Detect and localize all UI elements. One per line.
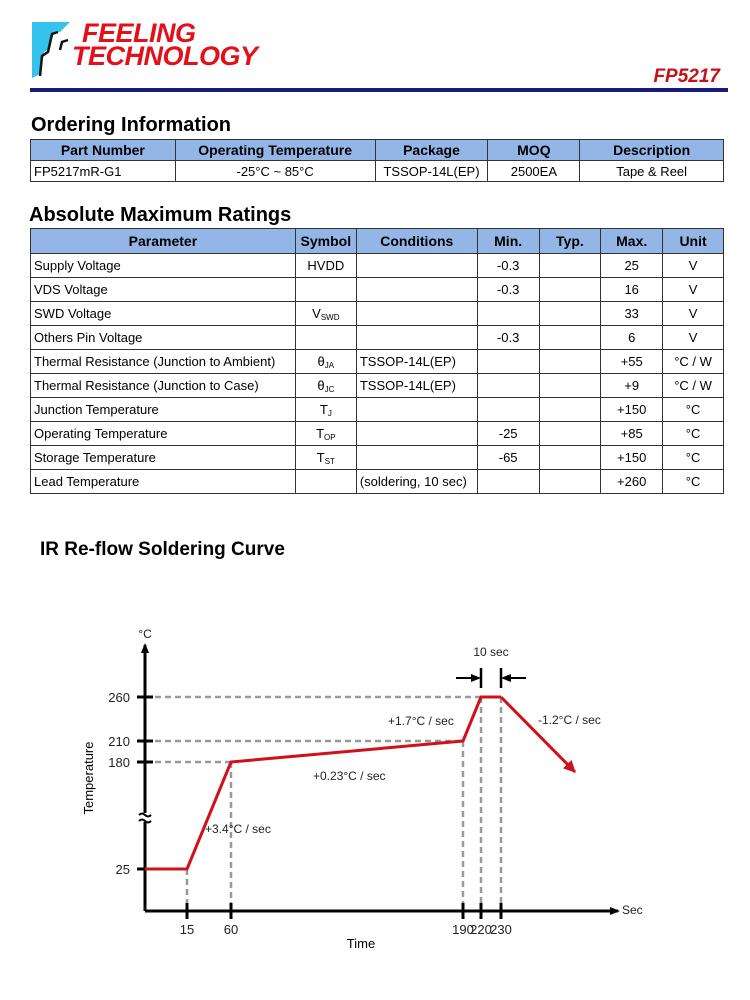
symbol-main: V [312,305,321,321]
unit-cell: °C / W [663,374,724,398]
x-tick-label: 190 [452,922,474,937]
col-unit: Unit [663,229,724,254]
conditions-cell [356,422,477,446]
parameter-cell: Thermal Resistance (Junction to Ambient) [31,350,296,374]
table-row [31,374,724,398]
col-max: Max. [601,229,663,254]
header-rule [30,88,728,92]
symbol-subscript: JC [324,384,335,394]
x-tick-label: 220 [470,922,492,937]
max-cell: +260 [601,470,663,494]
unit-cell: V [663,302,724,326]
table-row [31,422,724,446]
col-typ: Typ. [539,229,601,254]
description-cell: Tape & Reel [580,161,724,182]
moq-cell: 2500EA [488,161,580,182]
typ-cell [539,470,601,494]
typ-cell [539,254,601,278]
unit-cell: °C [663,446,724,470]
min-cell: -0.3 [477,326,539,350]
parameter-cell: SWD Voltage [31,302,296,326]
symbol-main: T [316,449,325,465]
min-cell [477,398,539,422]
min-cell: -25 [477,422,539,446]
ordering-title: Ordering Information [31,114,231,136]
max-cell: 6 [601,326,663,350]
x-tick-label: 60 [223,922,239,937]
operating-temp-cell: -25°C ~ 85°C [175,161,375,182]
annotation-label: +3.4°C / sec [205,822,271,836]
reflow-title: IR Re-flow Soldering Curve [40,539,285,560]
max-cell: +85 [601,422,663,446]
conditions-cell: TSSOP-14L(EP) [356,350,477,374]
symbol-cell [295,398,356,422]
col-package: Package [375,140,488,161]
min-cell: -0.3 [477,254,539,278]
max-cell: 25 [601,254,663,278]
symbol-subscript: JA [324,360,335,370]
unit-cell: °C [663,470,724,494]
parameter-cell: Junction Temperature [31,398,296,422]
col-parameter: Parameter [31,229,296,254]
logo-mark-icon [30,18,74,80]
conditions-cell [356,302,477,326]
symbol-main: T [316,425,325,441]
max-cell: +9 [601,374,663,398]
parameter-cell: Operating Temperature [31,422,296,446]
symbol-subscript: J [327,408,332,418]
ordering-table [30,139,724,182]
conditions-cell [356,326,477,350]
parameter-cell: Storage Temperature [31,446,296,470]
col-operating-temperature: Operating Temperature [175,140,375,161]
y-tick-label: 210 [108,734,130,749]
part-number-cell: FP5217mR-G1 [31,161,176,182]
max-cell: 33 [601,302,663,326]
col-moq: MOQ [488,140,580,161]
col-part-number: Part Number [31,140,176,161]
conditions-cell [356,278,477,302]
table-row [31,161,724,182]
table-row [31,470,724,494]
typ-cell [539,278,601,302]
symbol-subscript: OP [324,432,336,442]
table-row [31,446,724,470]
symbol-cell [295,422,356,446]
typ-cell [539,422,601,446]
conditions-cell: TSSOP-14L(EP) [356,374,477,398]
min-cell [477,374,539,398]
unit-cell: V [663,254,724,278]
annotation-label: -1.2°C / sec [538,713,601,727]
symbol-cell [295,278,356,302]
ordering-header-row [31,140,724,161]
typ-cell [539,302,601,326]
feeling-technology-logo [30,18,270,82]
y-axis-title: Temperature [81,741,96,815]
parameter-cell: VDS Voltage [31,278,296,302]
min-cell [477,350,539,374]
table-row [31,278,724,302]
min-cell: -65 [477,446,539,470]
x-axis-title: Time [346,936,376,951]
min-cell: -0.3 [477,278,539,302]
annotation-label: 10 sec [473,645,509,659]
ratings-title: Absolute Maximum Ratings [29,204,292,226]
conditions-cell [356,254,477,278]
symbol-cell [295,446,356,470]
symbol-main: θ [317,353,325,369]
symbol-subscript: ST [324,456,335,466]
symbol-cell [295,374,356,398]
parameter-cell: Supply Voltage [31,254,296,278]
max-cell: +150 [601,398,663,422]
symbol-cell [295,350,356,374]
symbol-cell [295,302,356,326]
unit-cell: V [663,278,724,302]
typ-cell [539,374,601,398]
y-unit-label: °C [138,627,152,641]
typ-cell [539,398,601,422]
min-cell [477,470,539,494]
parameter-cell: Others Pin Voltage [31,326,296,350]
unit-cell: V [663,326,724,350]
x-tick-label: 15 [179,922,195,937]
unit-cell: °C [663,422,724,446]
symbol-cell [295,470,356,494]
y-tick-label: 260 [108,690,130,705]
typ-cell [539,350,601,374]
min-cell [477,302,539,326]
max-cell: +150 [601,446,663,470]
table-row [31,350,724,374]
parameter-cell: Thermal Resistance (Junction to Case) [31,374,296,398]
logo-line-1: FEELING [82,18,196,48]
unit-cell: °C [663,398,724,422]
annotation-label: +1.7°C / sec [388,714,454,728]
symbol-subscript: SWD [320,312,340,322]
max-cell: 16 [601,278,663,302]
symbol-cell [295,254,356,278]
col-symbol: Symbol [295,229,356,254]
col-conditions: Conditions [356,229,477,254]
cooling-arrow [501,697,575,772]
unit-cell: °C / W [663,350,724,374]
conditions-cell [356,398,477,422]
conditions-cell [356,446,477,470]
ratings-header-row [31,229,724,254]
ratings-table [30,228,724,494]
table-row [31,398,724,422]
y-tick-label: 180 [108,755,130,770]
reflow-chart [0,600,750,980]
table-row [31,254,724,278]
table-row [31,326,724,350]
annotation-label: +0.23°C / sec [313,769,386,783]
x-tick-label: 230 [490,922,512,937]
col-description: Description [580,140,724,161]
col-min: Min. [477,229,539,254]
y-tick-label: 25 [115,862,130,877]
model-number: FP5217 [653,66,720,87]
symbol-main: HVDD [307,257,345,273]
symbol-main: θ [317,377,325,393]
x-unit-label: Sec [622,903,643,917]
typ-cell [539,326,601,350]
table-row [31,302,724,326]
package-cell: TSSOP-14L(EP) [375,161,488,182]
conditions-cell: (soldering, 10 sec) [356,470,477,494]
logo-line-2: TECHNOLOGY [72,41,258,71]
parameter-cell: Lead Temperature [31,470,296,494]
max-cell: +55 [601,350,663,374]
symbol-main: T [319,401,328,417]
typ-cell [539,446,601,470]
symbol-cell [295,326,356,350]
